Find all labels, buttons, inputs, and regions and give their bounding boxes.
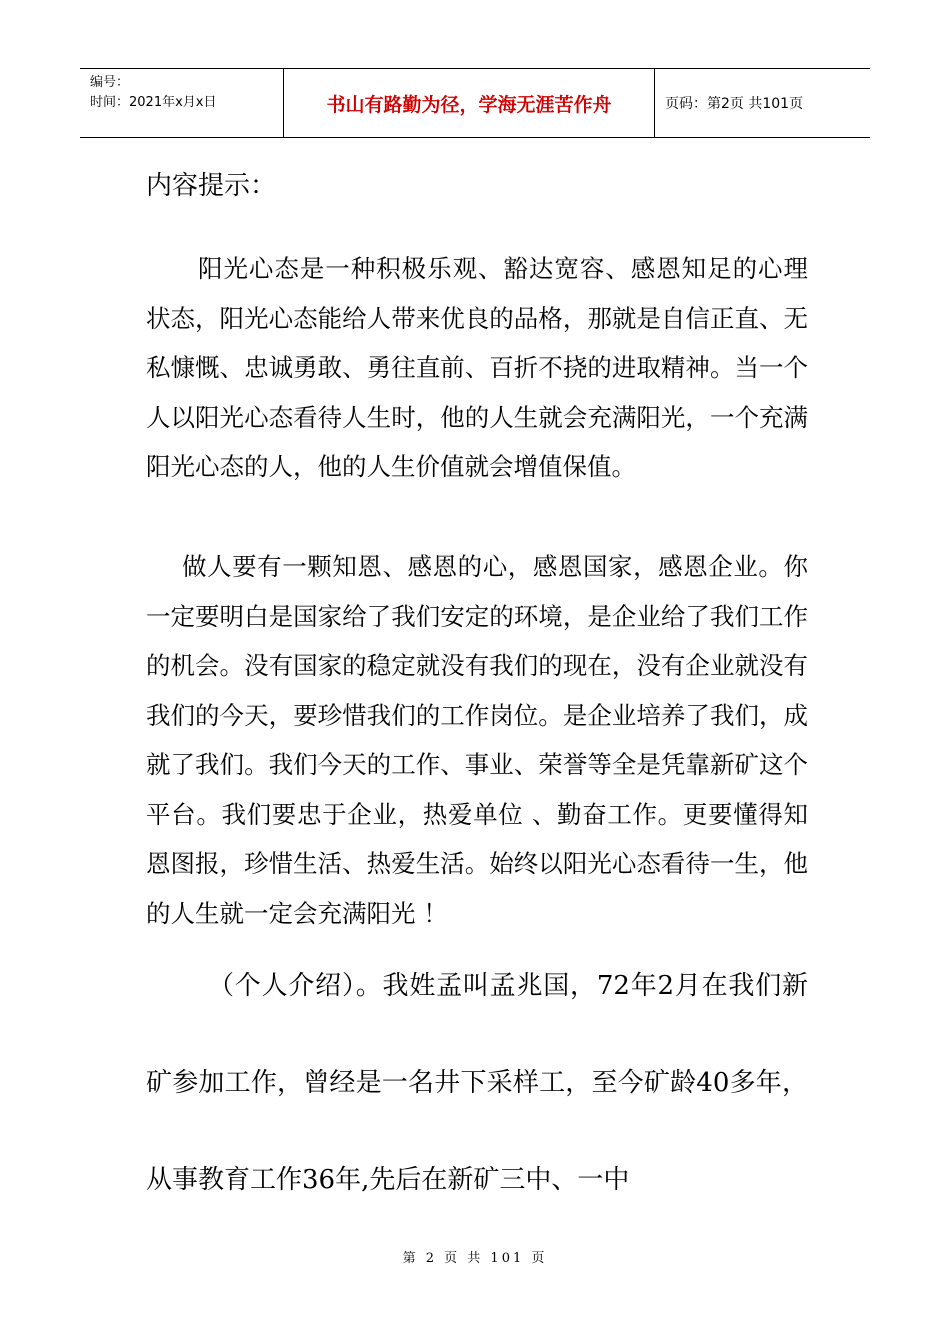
- paragraph-gratitude: 做人要有一颗知恩、感恩的心，感恩国家，感恩企业。你一定要明白是国家给了我们安定的环境，是企业给了我们工作的机会。没有国家的稳定就没有我们的现在，没有企业就没有我们的今天，要珍惜我们的工作岗位。是企业培养了我们，成就了我们。我们今天的工作、事业、荣誉等全是凭靠新矿这个平台。我们要忠于企业，热爱单位 、勤奋工作。更要懂得知恩图报，珍惜生活、热爱生活。始终以阳光心态看待一生，他的人生就一定会充满阳光 ！: [146, 552, 808, 928]
- header-meta: [80, 69, 283, 137]
- header-motto: 书山有路勤为径，学海无涯苦作舟: [283, 69, 655, 137]
- section-title: 内容提示：: [146, 171, 277, 201]
- header-page-info: 页码：第2页 共101页: [665, 96, 804, 112]
- page-footer: 第 2 页 共 101 页: [402, 1251, 548, 1266]
- number-label: 编号：: [90, 75, 130, 90]
- paragraph-personal-intro: （个人介绍）。我姓孟叫孟兆国，72年2月在我们新矿参加工作，曾经是一名井下采样工，至今矿龄40多年，从事教育工作36年,先后在新矿三中、一中: [146, 971, 808, 1195]
- paragraph-intro: 阳光心态是一种积极乐观、豁达宽容、感恩知足的心理状态，阳光心态能给人带来优良的品格，那就是自信正直、无私慷慨、忠诚勇敢、勇往直前、百折不挠的进取精神。当一个人以阳光心态看待人生时，他的人生就会充满阳光，一个充满阳光心态的人，他的人生价值就会增值保值。: [146, 254, 808, 481]
- date-label: 时间：2021年x月x日: [90, 95, 217, 110]
- page-header: [80, 68, 870, 138]
